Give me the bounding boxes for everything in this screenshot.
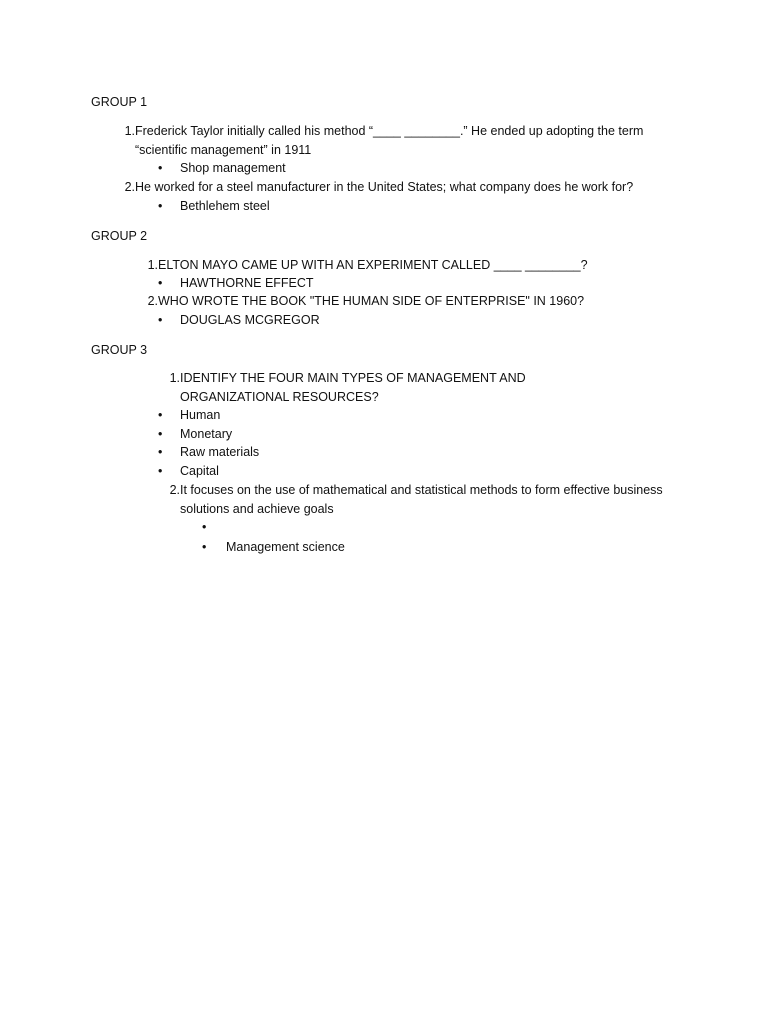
answer-text: HAWTHORNE EFFECT [180,276,314,290]
bullet-icon: • [158,276,163,290]
answer-text: Human [180,408,221,422]
bullet-icon: • [158,445,163,459]
bullet-icon: • [202,540,207,554]
bullet-icon: • [202,520,207,534]
question-text: It focuses on the use of mathematical and statistical methods to form effective business solutions and achieve goals [180,483,663,516]
answer-text: Bethlehem steel [180,199,270,213]
bullet-icon: • [158,313,163,327]
answer-text: Raw materials [180,445,260,459]
list-number: 2. [124,180,135,194]
list-number: 1. [147,258,158,272]
question-text: Frederick Taylor initially called his method “____ ________.” He ended up adopting the term “scientific management” in 1911 [135,124,644,157]
question-text: IDENTIFY THE FOUR MAIN TYPES OF MANAGEMENT AND ORGANIZATIONAL RESOURCES? [180,371,526,404]
list-number: 2. [169,483,180,497]
group-2-heading: GROUP 2 [91,229,148,243]
question-text: He worked for a steel manufacturer in the United States; what company does he work for? [135,180,634,194]
bullet-icon: • [158,161,163,175]
answer-text: Capital [180,464,219,478]
list-number: 1. [124,124,135,138]
answer-text: Management science [226,540,345,554]
group-3-heading: GROUP 3 [91,343,148,357]
answer-text: Monetary [180,427,233,441]
list-number: 1. [169,371,180,385]
bullet-icon: • [158,427,163,441]
question-text: WHO WROTE THE BOOK "THE HUMAN SIDE OF ENTERPRISE" IN 1960? [158,294,585,308]
question-text: ELTON MAYO CAME UP WITH AN EXPERIMENT CALLED ____ ________? [158,258,588,272]
bullet-icon: • [158,408,163,422]
list-number: 2. [147,294,158,308]
answer-text: Shop management [180,161,286,175]
answer-text: DOUGLAS MCGREGOR [180,313,320,327]
bullet-icon: • [158,199,163,213]
bullet-icon: • [158,464,163,478]
group-1-heading: GROUP 1 [91,95,148,109]
